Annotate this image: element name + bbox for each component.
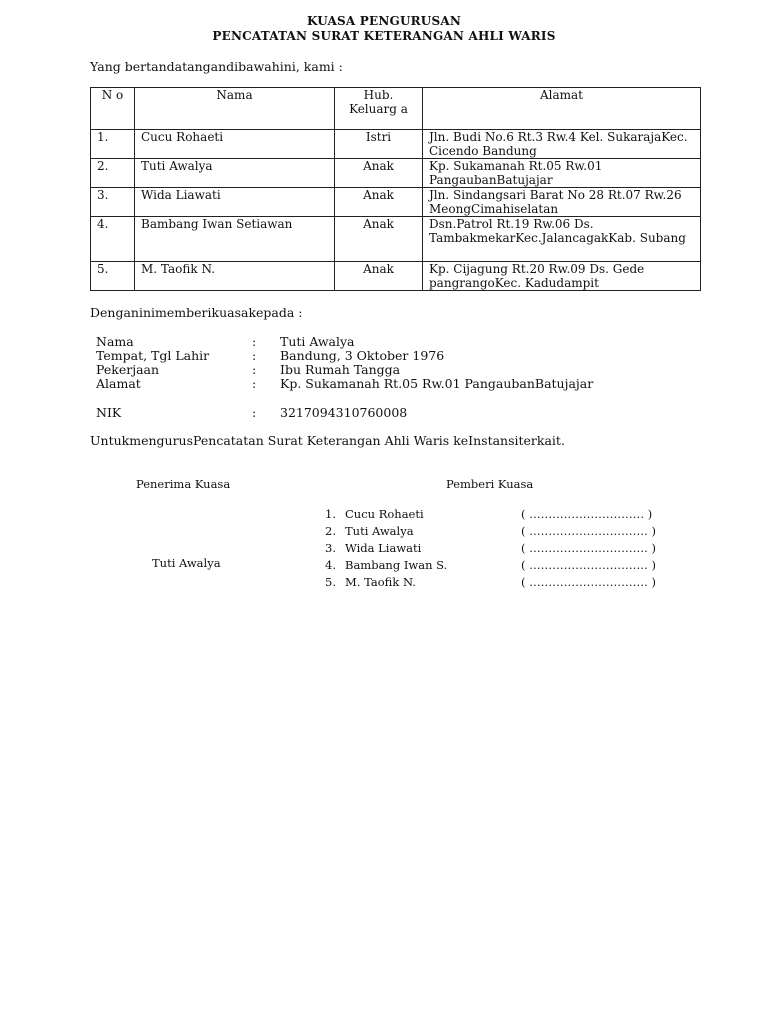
table-row bbox=[91, 159, 701, 188]
receiver-name: Tuti Awalya bbox=[152, 556, 221, 570]
ttl-label: Tempat, Tgl Lahir bbox=[96, 348, 210, 363]
list-item bbox=[320, 558, 700, 575]
giver-name: Wida Liawati bbox=[345, 541, 422, 555]
giver-name: Cucu Rohaeti bbox=[345, 507, 424, 521]
giver-number: 3. bbox=[325, 541, 336, 555]
list-item bbox=[320, 507, 700, 524]
separator: : bbox=[252, 348, 257, 363]
row-no: 1. bbox=[91, 130, 135, 159]
table-header-row bbox=[91, 88, 701, 130]
table-row bbox=[91, 130, 701, 159]
separator: : bbox=[252, 405, 257, 420]
alamat-label: Alamat bbox=[96, 376, 141, 391]
separator: : bbox=[252, 376, 257, 391]
row-no: 5. bbox=[91, 262, 135, 291]
row-nama: Tuti Awalya bbox=[135, 159, 335, 188]
giver-name: Tuti Awalya bbox=[345, 524, 414, 538]
giver-heading: Pemberi Kuasa bbox=[446, 477, 534, 491]
receiver-heading: Penerima Kuasa bbox=[136, 477, 231, 491]
giver-number: 5. bbox=[325, 575, 336, 589]
list-item bbox=[320, 541, 700, 558]
header-no: N o bbox=[91, 88, 135, 130]
giver-number: 1. bbox=[325, 507, 336, 521]
nama-label: Nama bbox=[96, 334, 134, 349]
row-no: 2. bbox=[91, 159, 135, 188]
nik-value: 3217094310760008 bbox=[280, 405, 408, 420]
nik-label: NIK bbox=[96, 405, 122, 420]
signature-line: ( …………………………. ) bbox=[521, 575, 656, 589]
giver-number: 2. bbox=[325, 524, 336, 538]
row-no: 4. bbox=[91, 217, 135, 262]
document-subtitle: PENCATATAN SURAT KETERANGAN AHLI WARIS bbox=[212, 29, 556, 43]
giver-name: M. Taofik N. bbox=[345, 575, 416, 589]
giver-list bbox=[320, 507, 700, 592]
table-row bbox=[91, 262, 701, 291]
row-alamat: Dsn.Patrol Rt.19 Rw.06 Ds. TambakmekarKec.JalancagakKab. Subang bbox=[423, 217, 701, 262]
row-nama: Wida Liawati bbox=[135, 188, 335, 217]
purpose-text: UntukmengurusPencatatan Surat Keterangan Ahli Waris keInstansiterkait. bbox=[90, 433, 565, 448]
heirs-table bbox=[90, 87, 701, 291]
row-hub: Anak bbox=[335, 217, 423, 262]
row-hub: Anak bbox=[335, 159, 423, 188]
signature-line: ( ………………………… ) bbox=[521, 507, 653, 521]
row-alamat: Kp. Sukamanah Rt.05 Rw.01 PangaubanBatujajar bbox=[423, 159, 701, 188]
row-hub: Anak bbox=[335, 188, 423, 217]
pekerjaan-label: Pekerjaan bbox=[96, 362, 160, 377]
ttl-value: Bandung, 3 Oktober 1976 bbox=[280, 348, 445, 363]
separator: : bbox=[252, 362, 257, 377]
intro-text: Yang bertandatangandibawahini, kami : bbox=[90, 59, 343, 74]
pekerjaan-value: Ibu Rumah Tangga bbox=[280, 362, 401, 377]
signature-line: ( …………………………. ) bbox=[521, 558, 656, 572]
row-hub: Istri bbox=[335, 130, 423, 159]
list-item bbox=[320, 524, 700, 541]
header-hub: Hub. Keluarg a bbox=[335, 88, 423, 130]
giver-name: Bambang Iwan S. bbox=[345, 558, 448, 572]
row-alamat: Kp. Cijagung Rt.20 Rw.09 Ds. Gede pangrangoKec. Kadudampit bbox=[423, 262, 701, 291]
row-alamat: Jln. Sindangsari Barat No 28 Rt.07 Rw.26 MeongCimahiselatan bbox=[423, 188, 701, 217]
row-no: 3. bbox=[91, 188, 135, 217]
grant-intro-text: Denganinimemberikuasakepada : bbox=[90, 305, 303, 320]
signature-line: ( …………………………. ) bbox=[521, 524, 656, 538]
header-nama: Nama bbox=[135, 88, 335, 130]
giver-number: 4. bbox=[325, 558, 336, 572]
row-nama: Cucu Rohaeti bbox=[135, 130, 335, 159]
alamat-value: Kp. Sukamanah Rt.05 Rw.01 PangaubanBatujajar bbox=[280, 376, 594, 391]
row-nama: Bambang Iwan Setiawan bbox=[135, 217, 335, 262]
row-nama: M. Taofik N. bbox=[135, 262, 335, 291]
signature-line: ( …………………………. ) bbox=[521, 541, 656, 555]
document-title: KUASA PENGURUSAN bbox=[307, 14, 461, 28]
separator: : bbox=[252, 334, 257, 349]
list-item bbox=[320, 575, 700, 592]
table-row bbox=[91, 217, 701, 262]
nama-value: Tuti Awalya bbox=[280, 334, 355, 349]
header-alamat: Alamat bbox=[423, 88, 701, 130]
table-row bbox=[91, 188, 701, 217]
row-hub: Anak bbox=[335, 262, 423, 291]
row-alamat: Jln. Budi No.6 Rt.3 Rw.4 Kel. SukarajaKec. Cicendo Bandung bbox=[423, 130, 701, 159]
